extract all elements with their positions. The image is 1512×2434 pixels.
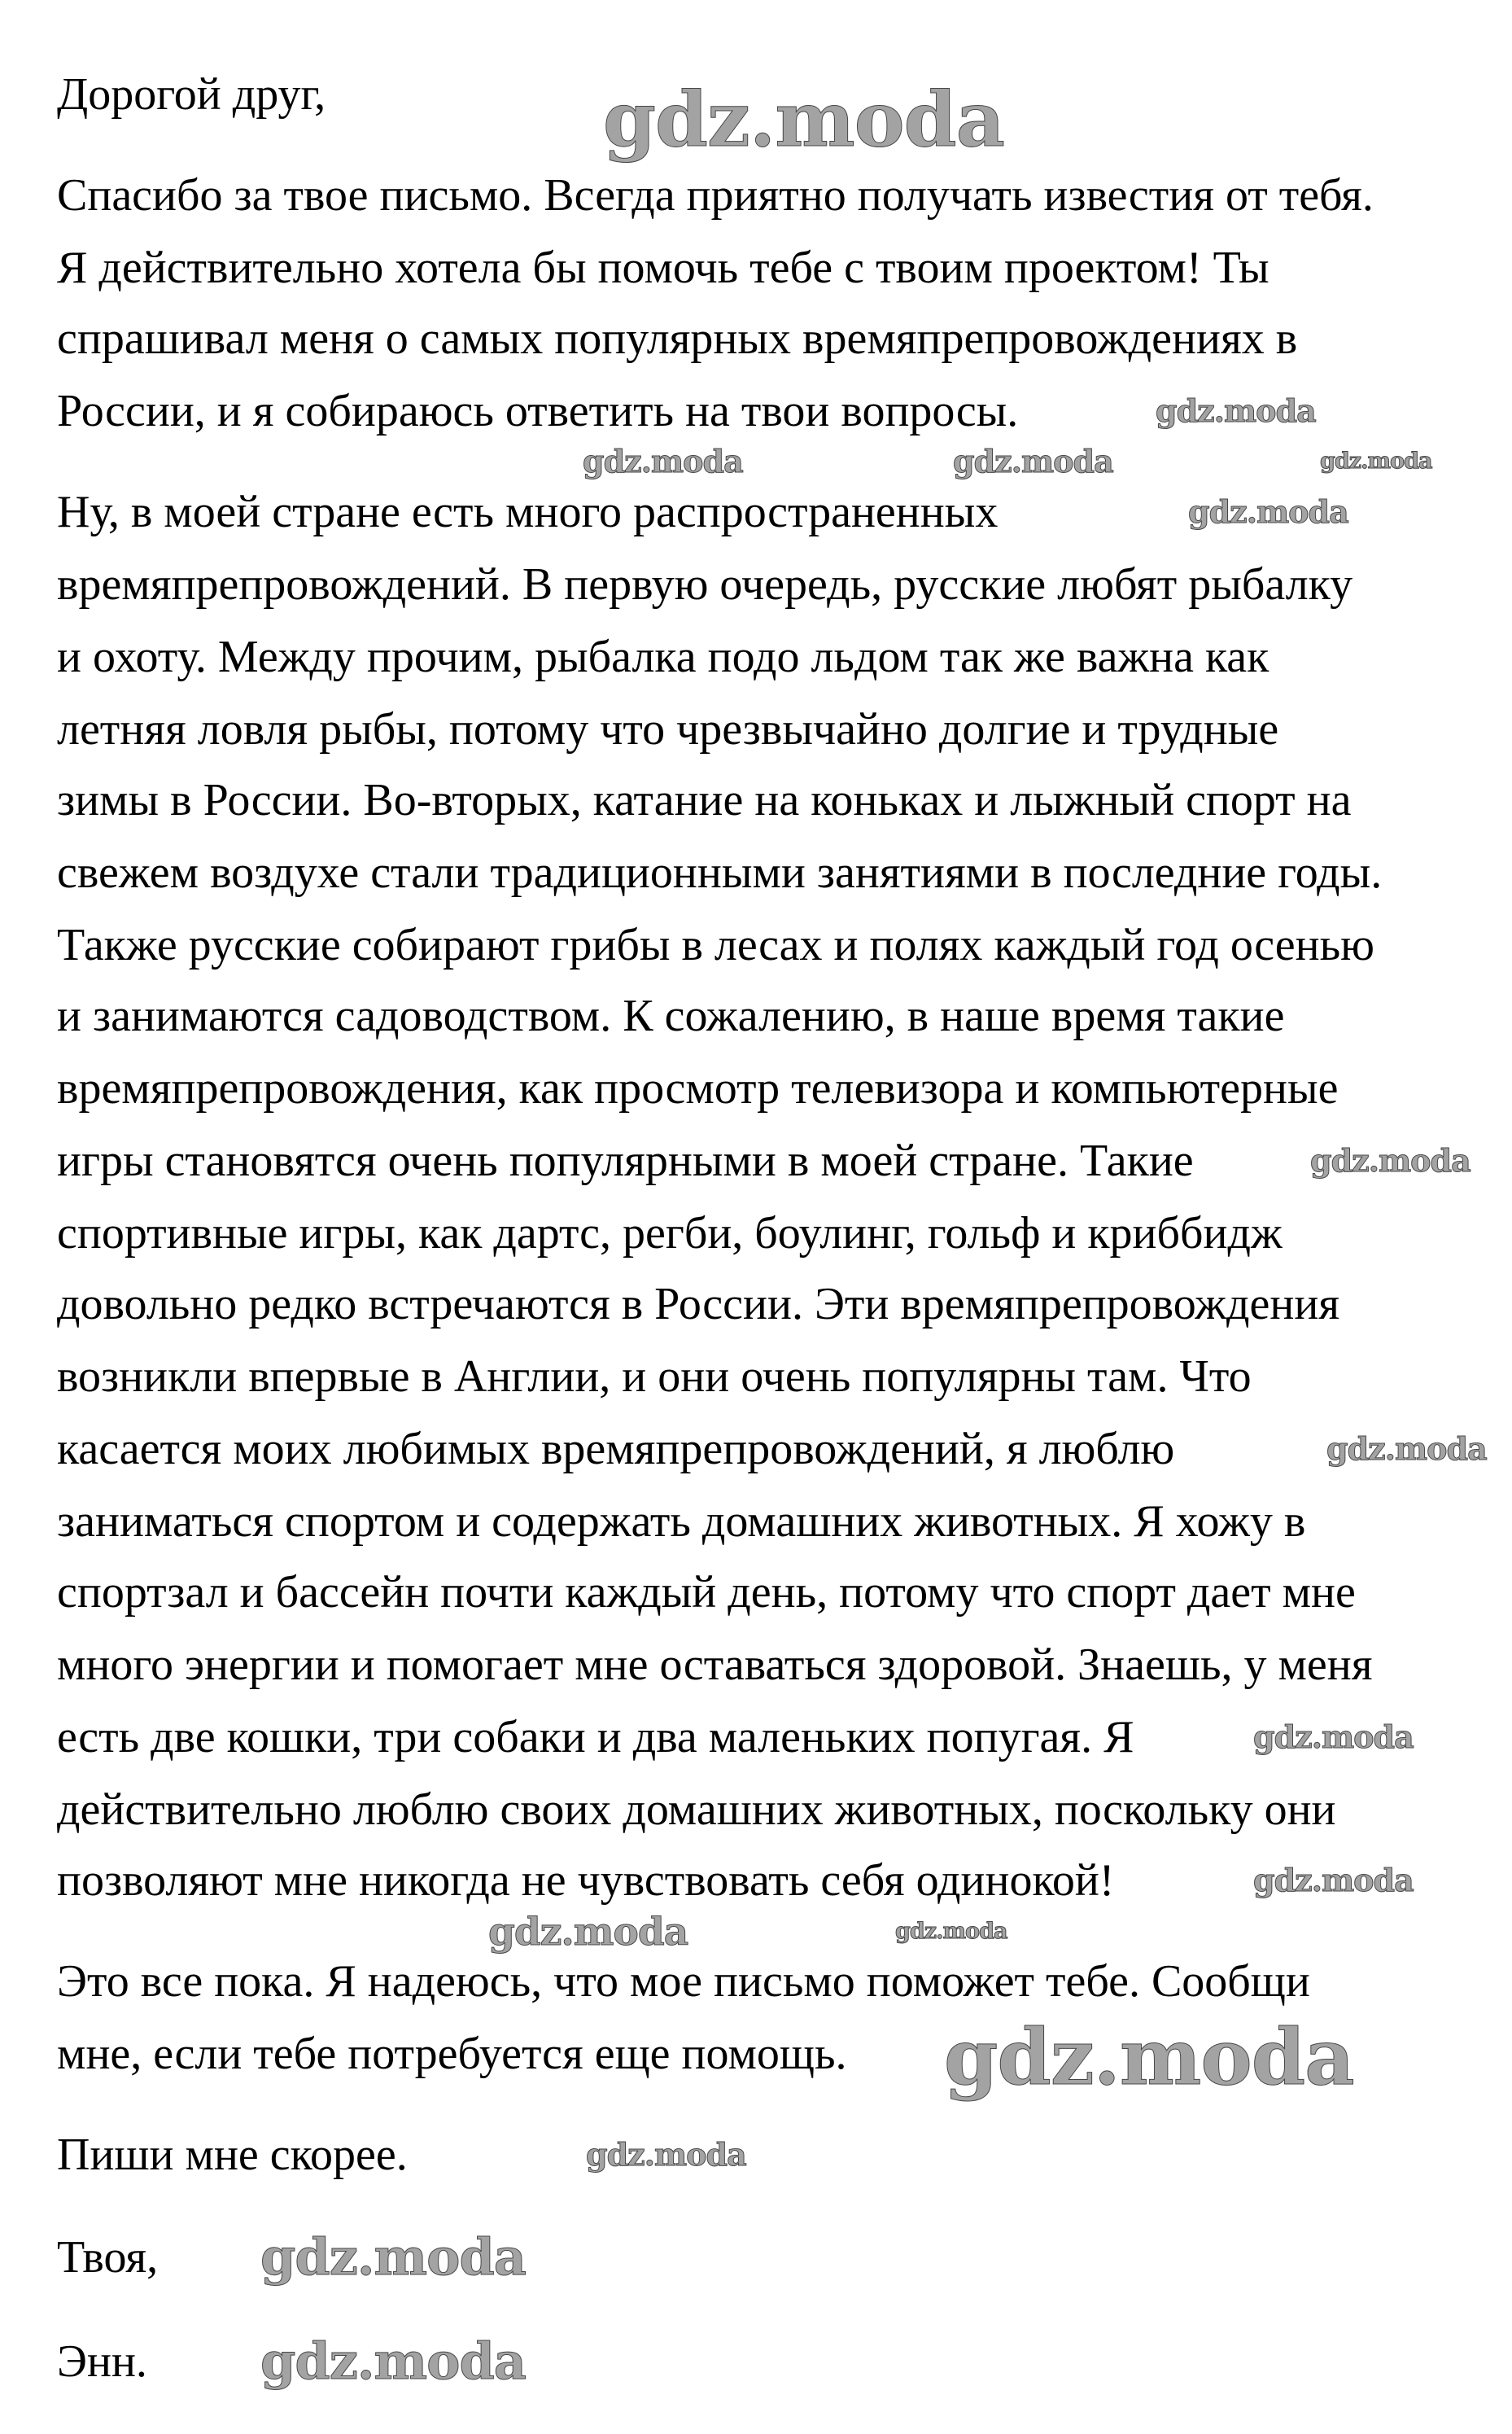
paragraph-2-line: касается моих любимых времяпрепровождений, я люблю xyxy=(57,1424,1175,1474)
closing: Твоя, xyxy=(57,2232,159,2283)
watermark: gdz.moda xyxy=(1310,1142,1470,1179)
paragraph-1-line: спрашивал меня о самых популярных времяпрепровождениях в xyxy=(57,313,1298,364)
watermark: gdz.moda xyxy=(1253,1718,1414,1755)
paragraph-2-line: зимы в России. Во-вторых, катание на коньках и лыжный спорт на xyxy=(57,775,1352,825)
paragraph-2-line: возникли впервые в Англии, и они очень популярны там. Что xyxy=(57,1351,1252,1402)
paragraph-2-line: времяпрепровождения, как просмотр телевизора и компьютерные xyxy=(57,1063,1339,1114)
paragraph-2-line: летняя ловля рыбы, потому что чрезвычайно долгие и трудные xyxy=(57,704,1279,755)
watermark: gdz.moda xyxy=(895,1919,1007,1944)
watermark: gdz.moda xyxy=(1326,1430,1487,1467)
paragraph-2-line: заниматься спортом и содержать домашних животных. Я хожу в xyxy=(57,1496,1306,1547)
watermark: gdz.moda xyxy=(603,75,1004,164)
paragraph-2-line: и охоту. Между прочим, рыбалка подо льдом так же важна как xyxy=(57,632,1269,682)
paragraph-1-line: Я действительно хотела бы помочь тебе с твоим проектом! Ты xyxy=(57,243,1269,293)
watermark: gdz.moda xyxy=(488,1910,688,1955)
paragraph-2-line: Также русские собирают грибы в лесах и полях каждый год осенью xyxy=(57,920,1374,970)
paragraph-2-line: спортивные игры, как дартс, регби, боулинг, гольф и криббидж xyxy=(57,1208,1283,1259)
paragraph-2-line: времяпрепровождений. В первую очередь, русские любят рыбалку xyxy=(57,559,1353,610)
paragraph-2-line: есть две кошки, три собаки и два маленьких попугая. Я xyxy=(57,1712,1134,1762)
watermark: gdz.moda xyxy=(944,2012,1354,2103)
watermark: gdz.moda xyxy=(953,443,1113,479)
watermark: gdz.moda xyxy=(260,2227,526,2287)
paragraph-2-line: довольно редко встречаются в России. Эти времяпрепровождения xyxy=(57,1279,1340,1329)
paragraph-1-line: Спасибо за твое письмо. Всегда приятно получать известия от тебя. xyxy=(57,170,1374,221)
watermark: gdz.moda xyxy=(1253,1862,1414,1898)
paragraph-2-line: спортзал и бассейн почти каждый день, потому что спорт дает мне xyxy=(57,1567,1356,1618)
paragraph-1-line: России, и я собираюсь ответить на твои вопросы. xyxy=(57,386,1019,436)
paragraph-2-line: и занимаются садоводством. К сожалению, в наше время такие xyxy=(57,991,1285,1041)
watermark: gdz.moda xyxy=(583,443,743,479)
watermark: gdz.moda xyxy=(260,2331,526,2391)
watermark: gdz.moda xyxy=(1320,449,1432,474)
paragraph-2-line: игры становятся очень популярными в моей стране. Такие xyxy=(57,1136,1194,1186)
paragraph-2-line: много энергии и помогает мне оставаться здоровой. Знаешь, у меня xyxy=(57,1639,1373,1690)
paragraph-3-line: мне, если тебе потребуется еще помощь. xyxy=(57,2029,847,2079)
watermark: gdz.moda xyxy=(586,2136,746,2173)
watermark: gdz.moda xyxy=(1156,392,1316,429)
paragraph-2-line: Ну, в моей стране есть много распространенных xyxy=(57,487,999,537)
paragraph-4: Пиши мне скорее. xyxy=(57,2130,408,2180)
paragraph-3-line: Это все пока. Я надеюсь, что мое письмо поможет тебе. Сообщи xyxy=(57,1956,1310,2007)
paragraph-2-line: действительно люблю своих домашних животных, поскольку они xyxy=(57,1784,1336,1835)
watermark: gdz.moda xyxy=(1188,493,1348,530)
greeting: Дорогой друг, xyxy=(57,69,326,120)
signature: Энн. xyxy=(57,2336,147,2387)
paragraph-2-line: позволяют мне никогда не чувствовать себя одинокой! xyxy=(57,1855,1115,1906)
paragraph-2-line: свежем воздухе стали традиционными занятиями в последние годы. xyxy=(57,847,1383,898)
